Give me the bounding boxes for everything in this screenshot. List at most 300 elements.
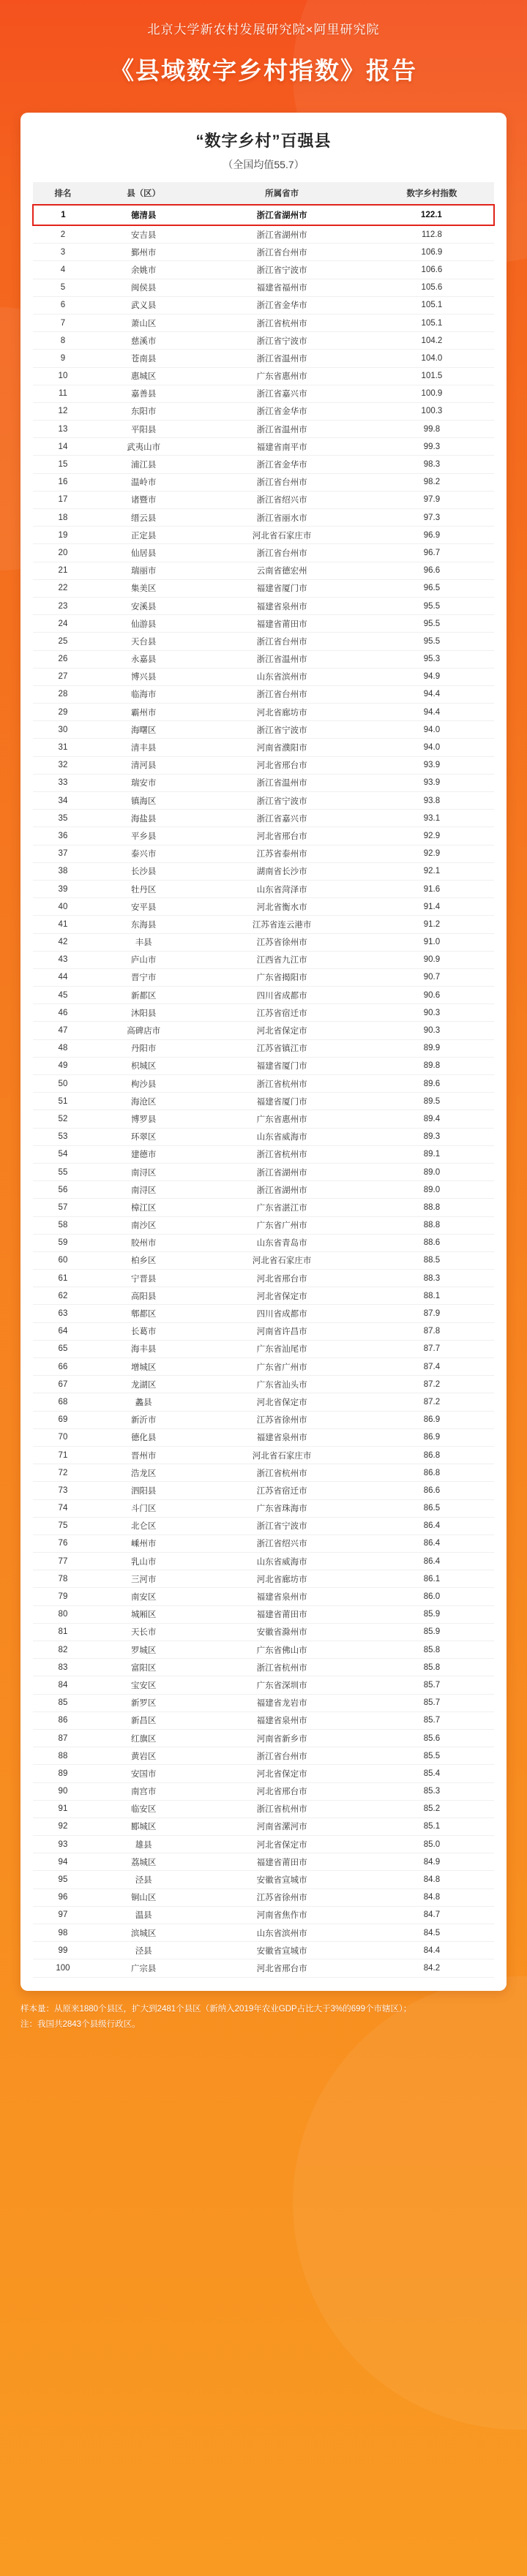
cell-province-city: 广东省惠州市 — [194, 367, 369, 385]
cell-rank: 81 — [33, 1623, 93, 1641]
table-row — [33, 1942, 494, 1959]
cell-rank: 21 — [33, 562, 93, 579]
cell-county: 长沙县 — [93, 862, 195, 880]
cell-index: 85.3 — [370, 1782, 494, 1800]
cell-index: 106.9 — [370, 244, 494, 261]
cell-rank: 24 — [33, 615, 93, 633]
cell-county: 嘉善县 — [93, 385, 195, 402]
cell-index: 86.1 — [370, 1570, 494, 1588]
cell-province-city: 浙江省温州市 — [194, 421, 369, 438]
cell-province-city: 浙江省杭州市 — [194, 1464, 369, 1482]
cell-index: 93.9 — [370, 756, 494, 774]
cell-county: 武夷山市 — [93, 438, 195, 456]
cell-county: 博兴县 — [93, 668, 195, 685]
cell-province-city: 河南省漯河市 — [194, 1818, 369, 1835]
cell-county: 樟江区 — [93, 1199, 195, 1216]
cell-index: 95.5 — [370, 615, 494, 633]
cell-county: 南浔区 — [93, 1163, 195, 1180]
cell-index: 122.1 — [370, 205, 494, 225]
footnote-total: 注：我国共2843个县级行政区。 — [20, 2020, 141, 2030]
table-row — [33, 1482, 494, 1499]
table-row — [33, 1641, 494, 1659]
table-row — [33, 650, 494, 668]
table-row — [33, 1411, 494, 1428]
cell-rank: 78 — [33, 1570, 93, 1588]
cell-province-city: 浙江省台州市 — [194, 244, 369, 261]
cell-index: 84.7 — [370, 1906, 494, 1924]
cell-province-city: 河北省石家庄市 — [194, 1446, 369, 1464]
table-row — [33, 1358, 494, 1376]
cell-county: 沐阳县 — [93, 1004, 195, 1022]
cell-rank: 32 — [33, 756, 93, 774]
table-row — [33, 862, 494, 880]
cell-index: 99.3 — [370, 438, 494, 456]
table-row — [33, 1836, 494, 1853]
cell-index: 96.7 — [370, 544, 494, 562]
cell-county: 南沙区 — [93, 1216, 195, 1234]
cell-province-city: 河南省许昌市 — [194, 1322, 369, 1340]
cell-province-city: 四川省成都市 — [194, 987, 369, 1004]
cell-county: 惠城区 — [93, 367, 195, 385]
table-row — [33, 1782, 494, 1800]
cell-index: 88.8 — [370, 1216, 494, 1234]
table-row — [33, 827, 494, 845]
table-row — [33, 1110, 494, 1128]
cell-province-city: 浙江省杭州市 — [194, 1800, 369, 1818]
table-body — [33, 205, 494, 1977]
cell-county: 嵊州市 — [93, 1534, 195, 1552]
cell-county: 天台县 — [93, 633, 195, 650]
cell-county: 慈溪市 — [93, 332, 195, 350]
cell-rank: 54 — [33, 1145, 93, 1163]
cell-rank: 18 — [33, 509, 93, 527]
cell-province-city: 福建省泉州市 — [194, 1711, 369, 1729]
cell-county: 乳山市 — [93, 1553, 195, 1570]
cell-county: 荔城区 — [93, 1853, 195, 1871]
cell-rank: 29 — [33, 704, 93, 721]
cell-rank: 69 — [33, 1411, 93, 1428]
table-row — [33, 916, 494, 933]
cell-index: 89.8 — [370, 1057, 494, 1074]
cell-county: 德清县 — [93, 205, 195, 225]
table-row — [33, 1747, 494, 1765]
cell-index: 91.6 — [370, 880, 494, 897]
table-row — [33, 296, 494, 314]
cell-index: 87.8 — [370, 1322, 494, 1340]
cell-rank: 11 — [33, 385, 93, 402]
cell-province-city: 浙江省杭州市 — [194, 1659, 369, 1676]
cell-province-city: 山东省菏泽市 — [194, 880, 369, 897]
cell-province-city: 浙江省宁波市 — [194, 261, 369, 279]
cell-province-city: 浙江省宁波市 — [194, 721, 369, 739]
cell-index: 85.4 — [370, 1765, 494, 1782]
table-row — [33, 509, 494, 527]
cell-index: 93.9 — [370, 774, 494, 791]
cell-index: 85.6 — [370, 1729, 494, 1747]
cell-county: 诸暨市 — [93, 491, 195, 508]
cell-province-city: 福建省福州市 — [194, 279, 369, 296]
cell-rank: 94 — [33, 1853, 93, 1871]
cell-rank: 40 — [33, 898, 93, 916]
cell-index: 84.5 — [370, 1924, 494, 1942]
cell-province-city: 浙江省台州市 — [194, 544, 369, 562]
cell-rank: 36 — [33, 827, 93, 845]
cell-index: 91.2 — [370, 916, 494, 933]
column-header-county: 县（区） — [93, 182, 195, 205]
cell-rank: 7 — [33, 314, 93, 331]
cell-county: 晋宁市 — [93, 968, 195, 986]
table-row — [33, 491, 494, 508]
cell-index: 94.9 — [370, 668, 494, 685]
cell-province-city: 江苏省徐州市 — [194, 1411, 369, 1428]
cell-county: 龙湖区 — [93, 1376, 195, 1393]
cell-province-city: 山东省威海市 — [194, 1553, 369, 1570]
cell-county: 雄县 — [93, 1836, 195, 1853]
cell-rank: 46 — [33, 1004, 93, 1022]
cell-province-city: 福建省莆田市 — [194, 1853, 369, 1871]
cell-index: 89.6 — [370, 1075, 494, 1093]
cell-province-city: 安徽省宣城市 — [194, 1942, 369, 1959]
table-row — [33, 1128, 494, 1145]
cell-index: 94.4 — [370, 685, 494, 703]
cell-rank: 73 — [33, 1482, 93, 1499]
cell-index: 93.1 — [370, 810, 494, 827]
cell-index: 89.3 — [370, 1128, 494, 1145]
cell-index: 87.2 — [370, 1376, 494, 1393]
cell-county: 萧山区 — [93, 314, 195, 331]
cell-county: 增城区 — [93, 1358, 195, 1376]
cell-county: 枳城区 — [93, 1057, 195, 1074]
cell-index: 84.4 — [370, 1942, 494, 1959]
cell-index: 87.7 — [370, 1340, 494, 1357]
cell-rank: 49 — [33, 1057, 93, 1074]
cell-province-city: 福建省泉州市 — [194, 597, 369, 614]
cell-province-city: 广东省汕头市 — [194, 1376, 369, 1393]
table-header-row — [33, 182, 494, 205]
cell-rank: 4 — [33, 261, 93, 279]
table-row — [33, 1729, 494, 1747]
cell-province-city: 浙江省嘉兴市 — [194, 385, 369, 402]
cell-province-city: 河北省保定市 — [194, 1022, 369, 1039]
cell-rank: 8 — [33, 332, 93, 350]
cell-county: 南浔区 — [93, 1181, 195, 1199]
cell-county: 东阳市 — [93, 402, 195, 420]
cell-rank: 23 — [33, 597, 93, 614]
cell-index: 86.6 — [370, 1482, 494, 1499]
cell-county: 胶州市 — [93, 1234, 195, 1251]
cell-index: 88.6 — [370, 1234, 494, 1251]
table-row — [33, 597, 494, 614]
table-row — [33, 1022, 494, 1039]
column-header-rank: 排名 — [33, 182, 93, 205]
cell-county: 泾县 — [93, 1871, 195, 1888]
cell-rank: 14 — [33, 438, 93, 456]
table-row — [33, 1216, 494, 1234]
cell-rank: 37 — [33, 845, 93, 862]
cell-county: 新都区 — [93, 987, 195, 1004]
cell-province-city: 江西省九江市 — [194, 951, 369, 968]
cell-rank: 20 — [33, 544, 93, 562]
table-row — [33, 225, 494, 244]
table-row — [33, 1075, 494, 1093]
cell-index: 90.7 — [370, 968, 494, 986]
cell-province-city: 福建省厦门市 — [194, 1093, 369, 1110]
cell-index: 90.3 — [370, 1004, 494, 1022]
cell-province-city: 河北省邢台市 — [194, 1959, 369, 1977]
cell-province-city: 四川省成都市 — [194, 1305, 369, 1322]
cell-province-city: 江苏省镇江市 — [194, 1039, 369, 1057]
cell-rank: 70 — [33, 1428, 93, 1446]
table-row — [33, 898, 494, 916]
cell-county: 郾城区 — [93, 1818, 195, 1835]
cell-province-city: 河北省保定市 — [194, 1765, 369, 1782]
cell-province-city: 浙江省宁波市 — [194, 332, 369, 350]
table-row — [33, 1163, 494, 1180]
cell-county: 蠡县 — [93, 1393, 195, 1411]
cell-province-city: 河南省濮阳市 — [194, 739, 369, 756]
cell-county: 枸沙县 — [93, 1075, 195, 1093]
table-row — [33, 1765, 494, 1782]
cell-county: 温岭市 — [93, 473, 195, 491]
cell-rank: 97 — [33, 1906, 93, 1924]
cell-rank: 3 — [33, 244, 93, 261]
cell-province-city: 河北省石家庄市 — [194, 527, 369, 544]
cell-province-city: 福建省莆田市 — [194, 615, 369, 633]
cell-rank: 96 — [33, 1888, 93, 1906]
cell-county: 南安区 — [93, 1588, 195, 1605]
cell-rank: 44 — [33, 968, 93, 986]
cell-province-city: 江苏省泰州市 — [194, 845, 369, 862]
cell-rank: 89 — [33, 1765, 93, 1782]
cell-rank: 65 — [33, 1340, 93, 1357]
table-row — [33, 933, 494, 951]
table-row — [33, 810, 494, 827]
cell-county: 庐山市 — [93, 951, 195, 968]
cell-rank: 16 — [33, 473, 93, 491]
table-row — [33, 1039, 494, 1057]
cell-index: 96.5 — [370, 579, 494, 597]
cell-province-city: 浙江省宁波市 — [194, 792, 369, 810]
cell-county: 浦江县 — [93, 456, 195, 473]
cell-county: 清河县 — [93, 756, 195, 774]
cell-rank: 79 — [33, 1588, 93, 1605]
table-row — [33, 1959, 494, 1977]
table-row — [33, 987, 494, 1004]
cell-province-city: 山东省滨州市 — [194, 1924, 369, 1942]
cell-county: 博罗县 — [93, 1110, 195, 1128]
cell-county: 泾县 — [93, 1942, 195, 1959]
table-row — [33, 1234, 494, 1251]
cell-rank: 53 — [33, 1128, 93, 1145]
cell-province-city: 浙江省湖州市 — [194, 205, 369, 225]
cell-index: 104.0 — [370, 350, 494, 367]
cell-province-city: 浙江省绍兴市 — [194, 491, 369, 508]
cell-index: 90.9 — [370, 951, 494, 968]
cell-county: 南宫市 — [93, 1782, 195, 1800]
cell-rank: 22 — [33, 579, 93, 597]
column-header-province-city: 所属省市 — [194, 182, 369, 205]
cell-province-city: 广东省湛江市 — [194, 1199, 369, 1216]
cell-index: 86.8 — [370, 1464, 494, 1482]
cell-index: 105.1 — [370, 314, 494, 331]
table-row — [33, 438, 494, 456]
table-row — [33, 721, 494, 739]
cell-rank: 57 — [33, 1199, 93, 1216]
cell-index: 105.1 — [370, 296, 494, 314]
cell-county: 丰县 — [93, 933, 195, 951]
cell-index: 86.9 — [370, 1411, 494, 1428]
cell-index: 86.9 — [370, 1428, 494, 1446]
cell-rank: 68 — [33, 1393, 93, 1411]
table-row — [33, 1004, 494, 1022]
cell-rank: 48 — [33, 1039, 93, 1057]
cell-rank: 9 — [33, 350, 93, 367]
cell-county: 平乡县 — [93, 827, 195, 845]
table-row — [33, 544, 494, 562]
cell-county: 余姚市 — [93, 261, 195, 279]
cell-index: 93.8 — [370, 792, 494, 810]
cell-rank: 59 — [33, 1234, 93, 1251]
ranking-card — [20, 113, 507, 1991]
cell-index: 86.4 — [370, 1534, 494, 1552]
table-row — [33, 385, 494, 402]
cell-province-city: 浙江省金华市 — [194, 456, 369, 473]
cell-county: 临海市 — [93, 685, 195, 703]
cell-index: 88.8 — [370, 1199, 494, 1216]
cell-county: 平阳县 — [93, 421, 195, 438]
cell-county: 瑞安市 — [93, 774, 195, 791]
table-row — [33, 1270, 494, 1287]
cell-county: 霸州市 — [93, 704, 195, 721]
cell-province-city: 山东省威海市 — [194, 1128, 369, 1145]
table-row — [33, 792, 494, 810]
cell-province-city: 河北省邢台市 — [194, 1270, 369, 1287]
cell-county: 集美区 — [93, 579, 195, 597]
cell-index: 97.3 — [370, 509, 494, 527]
cell-province-city: 浙江省台州市 — [194, 685, 369, 703]
table-row — [33, 1322, 494, 1340]
cell-rank: 93 — [33, 1836, 93, 1853]
cell-county: 新罗区 — [93, 1694, 195, 1711]
table-row — [33, 1093, 494, 1110]
table-row — [33, 1711, 494, 1729]
cell-index: 87.9 — [370, 1305, 494, 1322]
cell-county: 清丰县 — [93, 739, 195, 756]
cell-province-city: 浙江省绍兴市 — [194, 1534, 369, 1552]
cell-county: 黄岩区 — [93, 1747, 195, 1765]
cell-rank: 25 — [33, 633, 93, 650]
cell-rank: 80 — [33, 1605, 93, 1623]
table-row — [33, 1553, 494, 1570]
cell-rank: 47 — [33, 1022, 93, 1039]
table-row — [33, 1287, 494, 1305]
table-row — [33, 1340, 494, 1357]
table-row — [33, 739, 494, 756]
cell-rank: 63 — [33, 1305, 93, 1322]
cell-index: 95.5 — [370, 633, 494, 650]
cell-province-city: 福建省龙岩市 — [194, 1694, 369, 1711]
table-row — [33, 685, 494, 703]
ranking-table — [32, 182, 495, 1978]
cell-province-city: 山东省青岛市 — [194, 1234, 369, 1251]
table-row — [33, 1853, 494, 1871]
cell-province-city: 浙江省湖州市 — [194, 225, 369, 244]
table-row — [33, 1428, 494, 1446]
cell-province-city: 广东省汕尾市 — [194, 1340, 369, 1357]
cell-index: 92.1 — [370, 862, 494, 880]
table-row — [33, 1676, 494, 1694]
cell-county: 环翠区 — [93, 1128, 195, 1145]
cell-rank: 75 — [33, 1517, 93, 1534]
table-header — [33, 182, 494, 205]
table-row — [33, 1499, 494, 1517]
cell-province-city: 江苏省宿迁市 — [194, 1004, 369, 1022]
table-row — [33, 1694, 494, 1711]
footnote-sample: 样本量：从原来1880个县区，扩大到2481个县区（新纳入2019年农业GDP占比大于3%的699个市辖区）； — [20, 2004, 412, 2014]
cell-index: 85.1 — [370, 1818, 494, 1835]
table-row — [33, 421, 494, 438]
cell-county: 镇海区 — [93, 792, 195, 810]
cell-rank: 50 — [33, 1075, 93, 1093]
table-row — [33, 1181, 494, 1199]
cell-index: 99.8 — [370, 421, 494, 438]
table-row — [33, 279, 494, 296]
cell-index: 90.3 — [370, 1022, 494, 1039]
cell-province-city: 福建省泉州市 — [194, 1428, 369, 1446]
cell-county: 郫都区 — [93, 1305, 195, 1322]
cell-index: 85.0 — [370, 1836, 494, 1853]
cell-index: 105.6 — [370, 279, 494, 296]
cell-index: 90.6 — [370, 987, 494, 1004]
cell-rank: 30 — [33, 721, 93, 739]
cell-county: 永嘉县 — [93, 650, 195, 668]
cell-county: 缙云县 — [93, 509, 195, 527]
cell-index: 86.4 — [370, 1553, 494, 1570]
table-row — [33, 1057, 494, 1074]
table-row — [33, 1376, 494, 1393]
cell-index: 92.9 — [370, 827, 494, 845]
cell-county: 高碑店市 — [93, 1022, 195, 1039]
cell-county: 斗门区 — [93, 1499, 195, 1517]
cell-index: 112.8 — [370, 225, 494, 244]
cell-county: 海沧区 — [93, 1093, 195, 1110]
cell-rank: 27 — [33, 668, 93, 685]
cell-index: 92.9 — [370, 845, 494, 862]
cell-county: 海曙区 — [93, 721, 195, 739]
cell-rank: 13 — [33, 421, 93, 438]
cell-index: 100.9 — [370, 385, 494, 402]
table-row — [33, 367, 494, 385]
cell-province-city: 广东省广州市 — [194, 1216, 369, 1234]
cell-county: 泗阳县 — [93, 1482, 195, 1499]
cell-rank: 85 — [33, 1694, 93, 1711]
cell-index: 97.9 — [370, 491, 494, 508]
cell-county: 城厢区 — [93, 1605, 195, 1623]
cell-rank: 76 — [33, 1534, 93, 1552]
table-row — [33, 1305, 494, 1322]
cell-province-city: 云南省德宏州 — [194, 562, 369, 579]
cell-province-city: 河北省邢台市 — [194, 756, 369, 774]
cell-county: 安吉县 — [93, 225, 195, 244]
cell-rank: 26 — [33, 650, 93, 668]
cell-rank: 88 — [33, 1747, 93, 1765]
cell-province-city: 浙江省金华市 — [194, 296, 369, 314]
table-row — [33, 1818, 494, 1835]
cell-province-city: 河北省邢台市 — [194, 1782, 369, 1800]
cell-province-city: 浙江省宁波市 — [194, 1517, 369, 1534]
cell-rank: 62 — [33, 1287, 93, 1305]
cell-province-city: 浙江省杭州市 — [194, 314, 369, 331]
